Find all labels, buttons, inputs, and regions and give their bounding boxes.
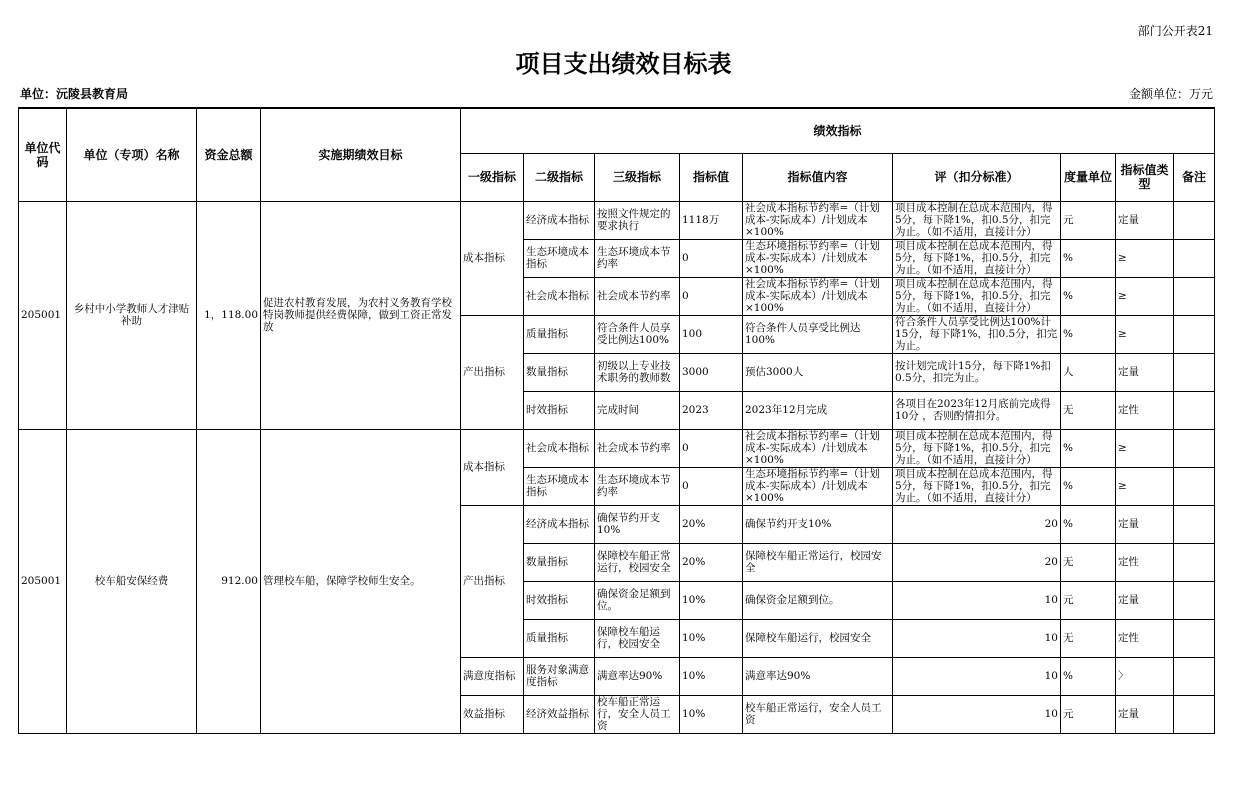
level2-cell-text: 服务对象满意度指标	[526, 664, 589, 688]
level2-cell	[524, 277, 595, 315]
content-cell	[743, 657, 893, 695]
score-cell-text: 20	[1044, 518, 1058, 530]
header-perf: 绩效指标	[461, 108, 1215, 153]
score-cell-text: 10	[1044, 632, 1058, 644]
measure-cell	[1061, 505, 1116, 543]
remark-cell	[1174, 619, 1215, 657]
level2-cell	[524, 201, 595, 239]
value-cell	[680, 467, 743, 505]
value-cell-text: 10%	[682, 708, 706, 720]
vtype-cell-text: ≥	[1118, 442, 1127, 454]
remark-cell	[1174, 391, 1215, 429]
vtype-cell	[1116, 391, 1174, 429]
vtype-cell	[1116, 201, 1174, 239]
unit-code-cell	[19, 201, 67, 429]
level2-cell-text: 生态环境成本指标	[526, 474, 589, 498]
measure-cell-text: %	[1063, 442, 1073, 454]
content-cell-text: 保障校车船正常运行，校园安全	[745, 550, 882, 574]
level2-cell	[524, 467, 595, 505]
vtype-cell-text: 定性	[1118, 632, 1139, 644]
level3-cell	[595, 505, 680, 543]
header-goal: 实施期绩效目标	[261, 108, 461, 201]
level3-cell-text: 初级以上专业技术职务的教师数	[597, 360, 671, 384]
measure-cell	[1061, 581, 1116, 619]
vtype-cell-text: 定量	[1118, 594, 1139, 606]
header-name: 单位（专项）名称	[67, 108, 197, 201]
content-cell-text: 预估3000人	[745, 366, 804, 378]
table-body	[19, 201, 1215, 733]
measure-cell	[1061, 315, 1116, 353]
vtype-cell-text: 〉	[1118, 670, 1129, 682]
score-cell	[893, 391, 1061, 429]
measure-cell-text: %	[1063, 290, 1073, 302]
project-name-cell-text: 乡村中小学教师人才津贴补助	[73, 303, 190, 327]
value-cell	[680, 505, 743, 543]
content-cell	[743, 277, 893, 315]
header-remark: 备注	[1174, 153, 1215, 201]
vtype-cell	[1116, 619, 1174, 657]
level3-cell-text: 生态环境成本节约率	[597, 246, 671, 270]
vtype-cell-text: ≥	[1118, 328, 1127, 340]
money-unit-label: 金额单位：万元	[1128, 87, 1213, 101]
vtype-cell-text: 定量	[1118, 214, 1139, 226]
level2-cell-text: 社会成本指标	[526, 290, 589, 302]
remark-cell	[1174, 353, 1215, 391]
level2-cell-text: 经济成本指标	[526, 214, 589, 226]
goal-cell-text: 促进农村教育发展，为农村义务教育学校特岗教师提供经费保障，做到工资正常发放	[263, 297, 452, 333]
level1-cell	[461, 315, 524, 429]
measure-cell-text: %	[1063, 252, 1073, 264]
content-cell-text: 满意率达90%	[745, 670, 811, 682]
content-cell	[743, 695, 893, 733]
measure-cell-text: %	[1063, 670, 1073, 682]
vtype-cell-text: 定性	[1118, 404, 1139, 416]
score-cell-text: 项目成本控制在总成本范围内，得5分，每下降1%，扣0.5分，扣完为止。（如不适用，直接计分）	[895, 240, 1053, 276]
value-cell	[680, 353, 743, 391]
level3-cell	[595, 391, 680, 429]
content-cell	[743, 505, 893, 543]
measure-cell	[1061, 619, 1116, 657]
value-cell	[680, 239, 743, 277]
level3-cell-text: 生态环境成本节约率	[597, 474, 671, 498]
vtype-cell	[1116, 695, 1174, 733]
level3-cell-text: 社会成本节约率	[597, 442, 671, 454]
total-amount-cell-text: 912.00	[221, 575, 258, 587]
measure-cell	[1061, 201, 1116, 239]
content-cell-text: 社会成本指标节约率=（计划成本-实际成本）/计划成本×100%	[745, 202, 880, 238]
content-cell	[743, 201, 893, 239]
level2-cell-text: 生态环境成本指标	[526, 246, 589, 270]
remark-cell	[1174, 467, 1215, 505]
total-amount-cell	[197, 201, 261, 429]
content-cell-text: 社会成本指标节约率=（计划成本-实际成本）/计划成本×100%	[745, 430, 880, 466]
goal-cell-text: 管理校车船，保障学校师生安全。	[263, 575, 421, 587]
content-cell	[743, 353, 893, 391]
level2-cell	[524, 657, 595, 695]
measure-cell	[1061, 391, 1116, 429]
content-cell-text: 生态环境指标节约率=（计划成本-实际成本）/计划成本×100%	[745, 240, 880, 276]
score-cell	[893, 581, 1061, 619]
value-cell-text: 1118万	[682, 214, 720, 226]
level3-cell	[595, 315, 680, 353]
level2-cell-text: 质量指标	[526, 632, 568, 644]
remark-cell	[1174, 543, 1215, 581]
remark-cell	[1174, 239, 1215, 277]
measure-cell-text: %	[1063, 518, 1073, 530]
level3-cell-text: 完成时间	[597, 404, 639, 416]
total-amount-cell	[197, 429, 261, 733]
level1-cell-text: 产出指标	[463, 366, 505, 378]
value-cell-text: 20%	[682, 518, 706, 530]
level2-cell	[524, 581, 595, 619]
vtype-cell	[1116, 353, 1174, 391]
score-cell	[893, 657, 1061, 695]
table-row	[19, 201, 1215, 239]
score-cell-text: 项目成本控制在总成本范围内，得5分，每下降1%，扣0.5分，扣完为止。（如不适用，直接计分）	[895, 202, 1053, 238]
level1-cell-text: 成本指标	[463, 252, 505, 264]
value-cell	[680, 429, 743, 467]
value-cell-text: 0	[682, 290, 689, 302]
level2-cell-text: 时效指标	[526, 594, 568, 606]
table-row	[19, 429, 1215, 467]
level2-cell	[524, 543, 595, 581]
content-cell-text: 保障校车船运行，校园安全	[745, 632, 871, 644]
level3-cell	[595, 581, 680, 619]
content-cell-text: 社会成本指标节约率=（计划成本-实际成本）/计划成本×100%	[745, 278, 880, 314]
header-l3: 三级指标	[595, 153, 680, 201]
value-cell	[680, 315, 743, 353]
content-cell-text: 生态环境指标节约率=（计划成本-实际成本）/计划成本×100%	[745, 468, 880, 504]
score-cell-text: 10	[1044, 708, 1058, 720]
score-cell	[893, 467, 1061, 505]
level1-cell	[461, 429, 524, 505]
level1-cell	[461, 657, 524, 695]
score-cell	[893, 543, 1061, 581]
level3-cell-text: 按照文件规定的要求执行	[597, 208, 671, 232]
score-cell	[893, 277, 1061, 315]
value-cell-text: 0	[682, 480, 689, 492]
content-cell	[743, 391, 893, 429]
value-cell-text: 10%	[682, 670, 706, 682]
vtype-cell-text: ≥	[1118, 252, 1127, 264]
level3-cell-text: 校车船正常运行，安全人员工资	[597, 696, 671, 732]
vtype-cell-text: 定量	[1118, 708, 1139, 720]
unit-code-cell	[19, 429, 67, 733]
level3-cell-text: 保障校车船运行，校园安全	[597, 626, 660, 650]
content-cell	[743, 467, 893, 505]
level3-cell	[595, 277, 680, 315]
remark-cell	[1174, 505, 1215, 543]
content-cell-text: 校车船正常运行，安全人员工资	[745, 702, 882, 726]
vtype-cell-text: 定性	[1118, 556, 1139, 568]
content-cell	[743, 315, 893, 353]
page-title: 项目支出绩效目标表	[515, 50, 732, 78]
level2-cell-text: 数量指标	[526, 366, 568, 378]
content-cell	[743, 543, 893, 581]
vtype-cell	[1116, 239, 1174, 277]
score-cell-text: 10	[1044, 670, 1058, 682]
measure-cell	[1061, 277, 1116, 315]
level3-cell	[595, 695, 680, 733]
value-cell-text: 20%	[682, 556, 706, 568]
measure-cell	[1061, 695, 1116, 733]
level3-cell	[595, 239, 680, 277]
content-cell-text: 符合条件人员享受比例达100%	[745, 322, 861, 346]
score-cell-text: 符合条件人员享受比例达100%计15分，每下降1%，扣0.5分，扣完为止。	[895, 316, 1058, 352]
score-cell	[893, 619, 1061, 657]
content-cell-text: 确保节约开支10%	[745, 518, 832, 530]
vtype-cell	[1116, 429, 1174, 467]
score-cell	[893, 239, 1061, 277]
value-cell	[680, 543, 743, 581]
content-cell	[743, 429, 893, 467]
remark-cell	[1174, 429, 1215, 467]
level3-cell	[595, 467, 680, 505]
level3-cell	[595, 619, 680, 657]
header-value: 指标值	[680, 153, 743, 201]
measure-cell	[1061, 429, 1116, 467]
level1-cell	[461, 505, 524, 657]
remark-cell	[1174, 581, 1215, 619]
level2-cell-text: 社会成本指标	[526, 442, 589, 454]
header-total: 资金总额	[197, 108, 261, 201]
score-cell-text: 项目成本控制在总成本范围内，得5分，每下降1%，扣0.5分，扣完为止。（如不适用，直接计分）	[895, 468, 1053, 504]
measure-cell-text: 无	[1063, 556, 1074, 568]
value-cell-text: 2023	[682, 404, 709, 416]
content-cell	[743, 581, 893, 619]
level2-cell-text: 时效指标	[526, 404, 568, 416]
project-name-cell	[67, 201, 197, 429]
vtype-cell	[1116, 657, 1174, 695]
vtype-cell	[1116, 277, 1174, 315]
content-cell	[743, 619, 893, 657]
measure-cell-text: 元	[1063, 594, 1074, 606]
goal-cell	[261, 201, 461, 429]
header-l2: 二级指标	[524, 153, 595, 201]
measure-cell	[1061, 657, 1116, 695]
score-cell	[893, 353, 1061, 391]
score-cell	[893, 505, 1061, 543]
level2-cell	[524, 353, 595, 391]
level2-cell-text: 经济成本指标	[526, 518, 589, 530]
goal-cell	[261, 429, 461, 733]
project-name-cell	[67, 429, 197, 733]
level1-cell	[461, 695, 524, 733]
header-content: 指标值内容	[743, 153, 893, 201]
score-cell	[893, 201, 1061, 239]
value-cell-text: 0	[682, 442, 689, 454]
unit-code-cell-text: 205001	[21, 575, 62, 587]
unit-label: 单位：沅陵县教育局	[20, 87, 129, 101]
level1-cell-text: 满意度指标	[463, 670, 516, 682]
corner-label: 部门公开表21	[1137, 24, 1213, 38]
level3-cell-text: 符合条件人员享受比例达100%	[597, 322, 671, 346]
score-cell-text: 项目成本控制在总成本范围内，得5分，每下降1%，扣0.5分，扣完为止。（如不适用，直接计分）	[895, 278, 1053, 314]
level3-cell-text: 确保节约开支10%	[597, 512, 660, 536]
remark-cell	[1174, 277, 1215, 315]
score-cell-text: 各项目在2023年12月底前完成得10分 ，否则酌情扣分。	[895, 398, 1051, 422]
measure-cell-text: 无	[1063, 404, 1074, 416]
level2-cell	[524, 619, 595, 657]
content-cell	[743, 239, 893, 277]
level2-cell	[524, 391, 595, 429]
value-cell	[680, 695, 743, 733]
value-cell	[680, 619, 743, 657]
level2-cell-text: 数量指标	[526, 556, 568, 568]
measure-cell	[1061, 467, 1116, 505]
level1-cell-text: 成本指标	[463, 461, 505, 473]
level3-cell-text: 确保资金足额到位。	[597, 588, 671, 612]
header-measure: 度量单位	[1061, 153, 1116, 201]
value-cell	[680, 657, 743, 695]
value-cell	[680, 581, 743, 619]
level3-cell	[595, 201, 680, 239]
level1-cell	[461, 201, 524, 315]
value-cell-text: 10%	[682, 594, 706, 606]
level3-cell-text: 保障校车船正常运行，校园安全	[597, 550, 671, 574]
level3-cell-text: 社会成本节约率	[597, 290, 671, 302]
vtype-cell-text: 定量	[1118, 366, 1139, 378]
value-cell-text: 100	[682, 328, 703, 340]
project-name-cell-text: 校车船安保经费	[94, 575, 169, 587]
unit-code-cell-text: 205001	[21, 309, 62, 321]
measure-cell-text: 元	[1063, 708, 1074, 720]
header-code: 单位代码	[19, 108, 67, 201]
vtype-cell	[1116, 505, 1174, 543]
score-cell	[893, 429, 1061, 467]
measure-cell-text: 无	[1063, 632, 1074, 644]
measure-cell-text: 人	[1063, 366, 1074, 378]
level2-cell	[524, 315, 595, 353]
remark-cell	[1174, 201, 1215, 239]
level1-cell-text: 效益指标	[463, 708, 505, 720]
level1-cell-text: 产出指标	[463, 575, 505, 587]
level2-cell	[524, 505, 595, 543]
level2-cell	[524, 239, 595, 277]
score-cell-text: 项目成本控制在总成本范围内，得5分，每下降1%，扣0.5分，扣完为止。（如不适用，直接计分）	[895, 430, 1053, 466]
score-cell-text: 10	[1044, 594, 1058, 606]
vtype-cell-text: ≥	[1118, 480, 1127, 492]
content-cell-text: 2023年12月完成	[745, 404, 828, 416]
score-cell	[893, 695, 1061, 733]
performance-table	[18, 107, 1215, 734]
measure-cell-text: %	[1063, 480, 1073, 492]
remark-cell	[1174, 695, 1215, 733]
level3-cell	[595, 353, 680, 391]
vtype-cell	[1116, 315, 1174, 353]
vtype-cell	[1116, 543, 1174, 581]
value-cell	[680, 391, 743, 429]
total-amount-cell-text: 1，118.00	[204, 309, 258, 321]
level2-cell-text: 质量指标	[526, 328, 568, 340]
vtype-cell-text: 定量	[1118, 518, 1139, 530]
value-cell-text: 3000	[682, 366, 709, 378]
vtype-cell	[1116, 467, 1174, 505]
score-cell-text: 按计划完成计15分，每下降1%扣0.5分，扣完为止。	[895, 360, 1052, 384]
value-cell-text: 10%	[682, 632, 706, 644]
level3-cell	[595, 543, 680, 581]
vtype-cell-text: ≥	[1118, 290, 1127, 302]
measure-cell-text: 元	[1063, 214, 1074, 226]
level2-cell	[524, 429, 595, 467]
level2-cell	[524, 695, 595, 733]
measure-cell	[1061, 353, 1116, 391]
value-cell	[680, 201, 743, 239]
level3-cell	[595, 657, 680, 695]
measure-cell	[1061, 239, 1116, 277]
content-cell-text: 确保资金足额到位。	[745, 594, 840, 606]
level2-cell-text: 经济效益指标	[526, 708, 589, 720]
score-cell-text: 20	[1044, 556, 1058, 568]
header-vtype: 指标值类型	[1116, 153, 1174, 201]
score-cell	[893, 315, 1061, 353]
level3-cell	[595, 429, 680, 467]
header-l1: 一级指标	[461, 153, 524, 201]
vtype-cell	[1116, 581, 1174, 619]
measure-cell	[1061, 543, 1116, 581]
remark-cell	[1174, 315, 1215, 353]
measure-cell-text: %	[1063, 328, 1073, 340]
value-cell	[680, 277, 743, 315]
header-score: 评（扣分标准）	[893, 153, 1061, 201]
value-cell-text: 0	[682, 252, 689, 264]
level3-cell-text: 满意率达90%	[597, 670, 663, 682]
remark-cell	[1174, 657, 1215, 695]
